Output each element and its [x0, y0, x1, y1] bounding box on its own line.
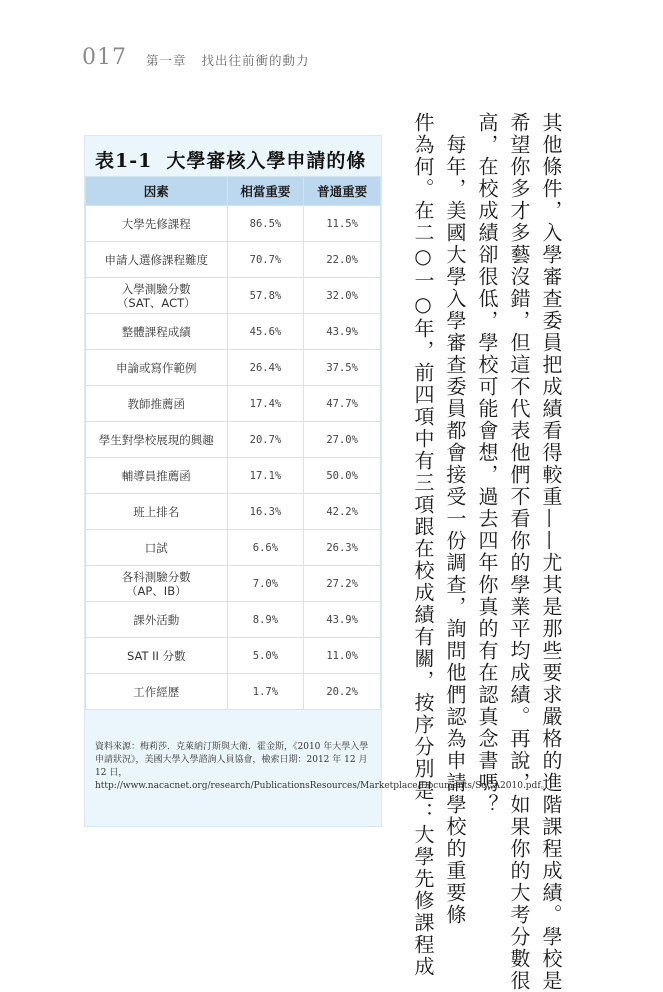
moderately-important-value: 43.9% — [304, 314, 381, 350]
factor-cell — [86, 278, 228, 314]
factor-cell — [86, 674, 228, 710]
very-important-value: 70.7% — [227, 242, 304, 278]
moderately-important-value: 47.7% — [304, 386, 381, 422]
table-row — [86, 674, 381, 710]
factor-cell — [86, 350, 228, 386]
moderately-important-value: 22.0% — [304, 242, 381, 278]
table-row — [86, 602, 381, 638]
table-number: 表1-1 — [95, 150, 153, 172]
moderately-important-value: 43.9% — [304, 602, 381, 638]
moderately-important-value: 37.5% — [304, 350, 381, 386]
table-header-row — [86, 177, 381, 206]
body-column-2: 希望你多才多藝沒錯，但這不代表他們不看你的學業平均成績。再說，如果你的大考分數很 — [507, 112, 531, 992]
very-important-value: 8.9% — [227, 602, 304, 638]
body-column-1: 其他條件，入學審查委員把成績看得較重——尤其是那些要求嚴格的進階課程成績。學校是 — [539, 112, 563, 992]
table-title-text: 大學審核入學申請的條 — [166, 150, 367, 172]
factor-label: 入學測驗分數 — [121, 281, 191, 296]
factor-label: 大學先修課程 — [121, 216, 191, 231]
moderately-important-value: 50.0% — [304, 458, 381, 494]
table-row — [86, 206, 381, 242]
chapter-title: 找出往前衝的動力 — [201, 53, 310, 68]
factor-cell — [86, 458, 228, 494]
very-important-value: 20.7% — [227, 422, 304, 458]
moderately-important-value: 32.0% — [304, 278, 381, 314]
factor-cell — [86, 386, 228, 422]
table-row — [86, 494, 381, 530]
factor-label: 班上排名 — [133, 504, 180, 519]
body-column-3: 高，在校成績卻很低，學校可能會想，過去四年你真的有在認真念書嗎？ — [475, 112, 499, 816]
very-important-value: 26.4% — [227, 350, 304, 386]
chapter-label: 第一章 — [146, 53, 187, 68]
moderately-important-value: 11.5% — [304, 206, 381, 242]
factor-label: 學生對學校展現的興趣 — [98, 432, 214, 447]
factor-label: 申請人選修課程難度 — [104, 252, 209, 267]
table-row — [86, 278, 381, 314]
factor-sublabel: （AP、IB） — [126, 583, 187, 598]
very-important-value: 86.5% — [227, 206, 304, 242]
factor-label: 輔導員推薦函 — [121, 468, 191, 483]
column-header-very-important: 相當重要 — [227, 177, 304, 206]
moderately-important-value: 20.2% — [304, 674, 381, 710]
factor-label: 各科測驗分數 — [121, 569, 191, 584]
very-important-value: 57.8% — [227, 278, 304, 314]
table-row — [86, 314, 381, 350]
body-column-5: 件為何。在二○一○年，前四項中有三項跟在校成績有關，按序分別是：大學先修課程成 — [411, 112, 435, 978]
very-important-value: 5.0% — [227, 638, 304, 674]
factor-label: 工作經歷 — [133, 684, 180, 699]
factor-cell — [86, 602, 228, 638]
factor-label: 課外活動 — [133, 612, 180, 627]
table-row — [86, 638, 381, 674]
very-important-value: 6.6% — [227, 530, 304, 566]
table-row — [86, 350, 381, 386]
factor-cell — [86, 206, 228, 242]
page-number: 017 — [82, 45, 127, 70]
factor-label: 口試 — [144, 540, 168, 555]
table-row — [86, 530, 381, 566]
moderately-important-value: 11.0% — [304, 638, 381, 674]
moderately-important-value: 42.2% — [304, 494, 381, 530]
very-important-value: 1.7% — [227, 674, 304, 710]
very-important-value: 16.3% — [227, 494, 304, 530]
table-row — [86, 422, 381, 458]
very-important-value: 7.0% — [227, 566, 304, 602]
factor-cell — [86, 422, 228, 458]
column-header-factor: 因素 — [86, 177, 228, 206]
table-row — [86, 386, 381, 422]
factor-cell — [86, 314, 228, 350]
very-important-value: 17.1% — [227, 458, 304, 494]
table-row — [86, 566, 381, 602]
table-row — [86, 242, 381, 278]
moderately-important-value: 27.0% — [304, 422, 381, 458]
factor-cell — [86, 242, 228, 278]
column-header-moderately-important: 普通重要 — [304, 177, 381, 206]
table-source-note: 資料來源：梅莉莎．克萊納汀斯與大衛．霍金斯，《2010 年大學入學申請狀況》，美國大學入學諮詢人員協會，檢索日期：2012 年 12 月 12 日，http://www.nacacnet.org/research/PublicationsResources/Marketplace/Documents/SoCA2010.pdf。 — [95, 742, 550, 791]
factor-label: 申論或寫作範例 — [116, 360, 197, 375]
factor-label: SAT II 分數 — [126, 648, 186, 663]
factor-sublabel: （SAT、ACT） — [116, 295, 196, 310]
factor-label: 教師推薦函 — [127, 396, 186, 411]
body-column-4: 每年，美國大學入學審查委員都會接受一份調查，詢問他們認為申請學校的重要條 — [443, 112, 467, 926]
moderately-important-value: 27.2% — [304, 566, 381, 602]
very-important-value: 45.6% — [227, 314, 304, 350]
factor-cell — [86, 566, 228, 602]
very-important-value: 17.4% — [227, 386, 304, 422]
moderately-important-value: 26.3% — [304, 530, 381, 566]
admission-factors-table — [85, 176, 381, 710]
chapter-heading — [146, 51, 320, 69]
factor-cell — [86, 638, 228, 674]
factor-cell — [86, 494, 228, 530]
factor-cell — [86, 530, 228, 566]
table-row — [86, 458, 381, 494]
factor-label: 整體課程成績 — [121, 324, 191, 339]
